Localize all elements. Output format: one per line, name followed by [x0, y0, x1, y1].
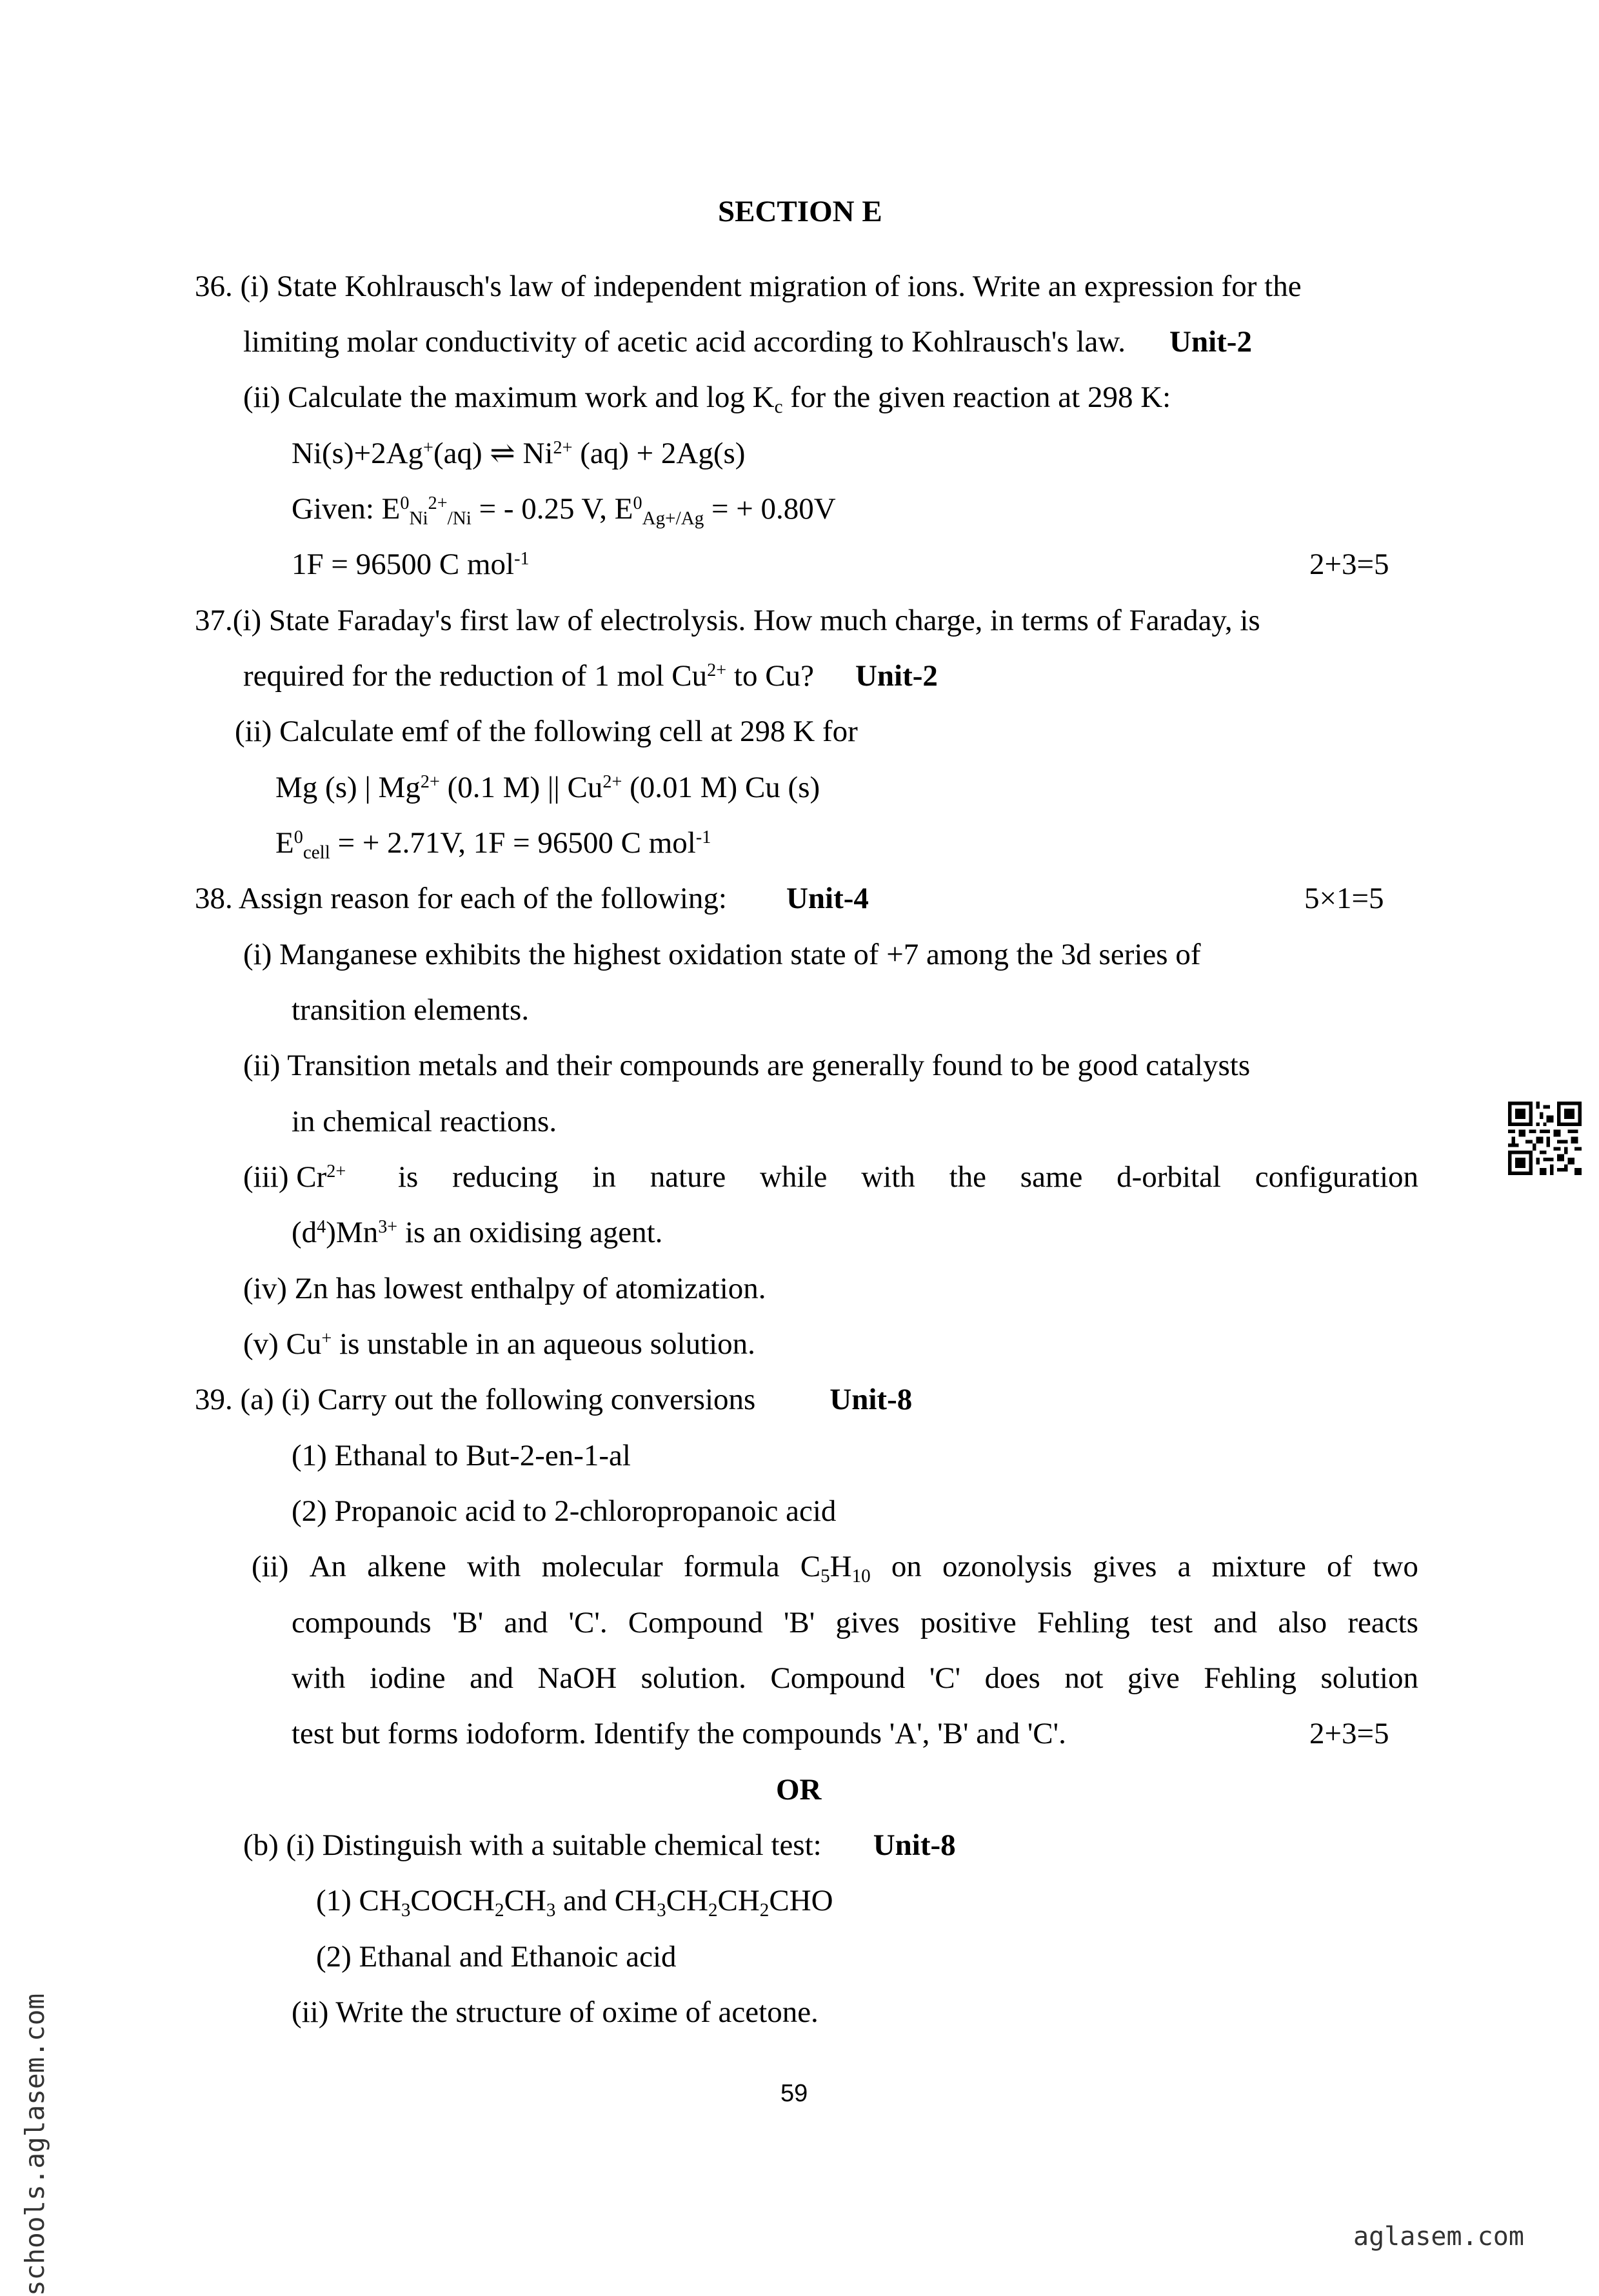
q39-b-unit-label: Unit-8	[873, 1828, 956, 1862]
q39-b-compound-pair-2: (2) Ethanal and Ethanoic acid	[316, 1940, 677, 1974]
q37-line-2: required for the reduction of 1 mol $Cu^{2+}$ to Cu? Unit-2	[243, 659, 938, 693]
q38-item-ii: (ii) Transition metals and their compounds are generally found to be good catalysts	[243, 1049, 1251, 1082]
q39-marks: 2+3=5	[1309, 1717, 1389, 1750]
q38-item-i-cont: transition elements.	[292, 993, 530, 1027]
q39-part-ii-line-3: with iodine and NaOH solution. Compound 'C' does not give Fehling solution	[292, 1661, 1418, 1695]
q39-part-ii-line-2: compounds 'B' and 'C'. Compound 'B' gives positive Fehling test and also reacts	[292, 1606, 1418, 1639]
q37-line-1: 37.(i) State Faraday's first law of electrolysis. How much charge, in terms of Faraday, is	[195, 604, 1260, 637]
qr-code-icon	[1508, 1102, 1582, 1175]
q38-item-iii-cont: $(d^4)Mn^{3+}$ is an oxidising agent.	[292, 1216, 663, 1249]
q38-line-1: 38. Assign reason for each of the following: Unit-4	[195, 882, 869, 915]
q36-reaction-equation: Ni(s)+2Ag+(aq) ⇌ $Ni^{2+}$ (aq) + 2Ag(s)	[292, 437, 746, 470]
page-number: 59	[780, 2080, 808, 2107]
q36-faraday-constant: 1F = 96500 C mol$^{-1}$	[292, 548, 530, 581]
q36-unit-label: Unit-2	[1169, 325, 1252, 359]
q39-conversion-1: (1) Ethanal to But-2-en-1-al	[292, 1439, 631, 1472]
section-title: SECTION E	[718, 195, 882, 228]
q39-b-compound-pair-1: (1) $CH_3COCH_2CH_3$ and $CH_3CH_2CH_2CHO$	[316, 1884, 833, 1921]
q36-marks: 2+3=5	[1309, 548, 1389, 581]
q39-part-ii-line-4: test but forms iodoform. Identify the compounds 'A', 'B' and 'C'.	[292, 1717, 1066, 1750]
q36-part-ii: (ii) Calculate the maximum work and $\log K_c$ for the given reaction at 298 K:	[243, 381, 1171, 417]
q38-item-iv: (iv) Zn has lowest enthalpy of atomization.	[243, 1272, 766, 1305]
q38-item-v: (v) Cu+ is unstable in an aqueous solution.	[243, 1327, 755, 1361]
side-watermark: schools.aglasem.com	[19, 1994, 50, 2296]
q38-item-iii: (iii) $Cr^{2+}$ is reducing in nature while with the same d-orbital configuration	[243, 1158, 1418, 1196]
q39-part-ii: (ii) An alkene with molecular formula $C_5H_{10}$ on ozonolysis gives a mixture of two	[252, 1550, 1418, 1587]
q37-part-ii: (ii) Calculate emf of the following cell at 298 K for	[235, 715, 858, 748]
q36-given-potentials: Given: $E^0_{Ni}^{2+}_{/Ni}$ = - 0.25 V, $E^0_{Ag+/Ag}$ = + 0.80V	[292, 492, 836, 529]
bottom-watermark: aglasem.com	[1353, 2222, 1524, 2251]
q39-b-line-1: (b) (i) Distinguish with a suitable chemical test: Unit-8	[243, 1828, 956, 1862]
q38-unit-label: Unit-4	[786, 882, 869, 915]
q36-line-2: limiting molar conductivity of acetic acid according to Kohlrausch's law. Unit-2	[243, 325, 1252, 359]
q37-standard-emf: $E^0_{cell}$ = + 2.71V, 1F = 96500 C mol$^{-1}$	[275, 826, 711, 863]
q39-conversion-2: (2) Propanoic acid to 2-chloropropanoic acid	[292, 1494, 837, 1528]
q39-unit-label: Unit-8	[829, 1383, 913, 1416]
q38-item-ii-cont: in chemical reactions.	[292, 1105, 557, 1138]
q36-line-1: 36. (i) State Kohlrausch's law of independent migration of ions. Write an expression for the	[195, 270, 1302, 303]
q38-item-i: (i) Manganese exhibits the highest oxidation state of +7 among the 3d series of	[243, 938, 1201, 971]
q37-unit-label: Unit-2	[855, 659, 938, 693]
q39-b-part-ii: (ii) Write the structure of oxime of acetone.	[292, 1995, 819, 2029]
q38-item-iii-justified: is reducing in nature while with the same d-orbital configuration	[398, 1160, 1418, 1194]
q37-cell-notation: Mg (s) | $Mg^{2+}$ (0.1 M) || $Cu^{2+}$ (0.01 M) Cu (s)	[275, 771, 820, 804]
q39-line-1: 39. (a) (i) Carry out the following conversions Unit-8	[195, 1383, 913, 1416]
or-separator: OR	[776, 1773, 822, 1806]
q38-marks: 5×1=5	[1304, 882, 1384, 915]
